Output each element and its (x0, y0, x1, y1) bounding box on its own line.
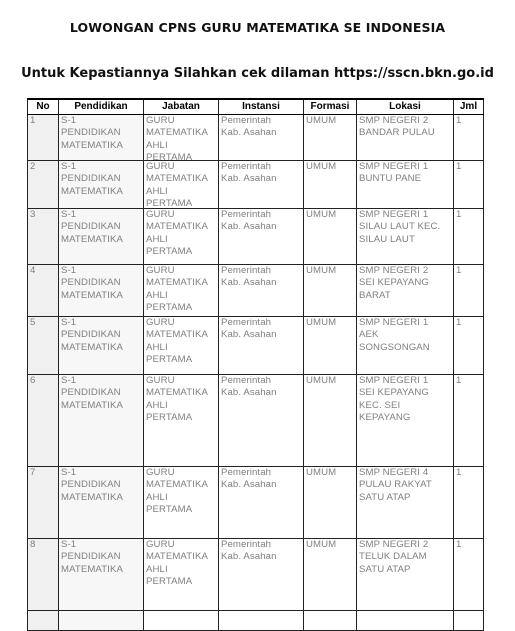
table-row (28, 265, 484, 317)
cell-formasi (304, 467, 357, 539)
cell-no (28, 161, 59, 209)
cell-jabatan (144, 539, 219, 611)
cell-jabatan (144, 467, 219, 539)
cell-jml (454, 611, 484, 631)
cell-lokasi (357, 317, 454, 375)
cell-text: SMP NEGERI 4 PULAU RAKYAT SATU ATAP (359, 467, 432, 503)
cell-text: SMP NEGERI 1 AEK SONGSONGAN (359, 317, 430, 353)
table-row (28, 161, 484, 209)
cell-text: UMUM (306, 317, 337, 328)
cell-lokasi (357, 467, 454, 539)
cell-text: 2 (30, 161, 36, 172)
cell-text: UMUM (306, 375, 337, 386)
cell-jabatan (144, 611, 219, 631)
cell-lokasi (357, 611, 454, 631)
cell-jml (454, 539, 484, 611)
cell-text: SMP NEGERI 1 SILAU LAUT KEC. SILAU LAUT (359, 209, 441, 245)
cell-text: S-1 PENDIDIKAN MATEMATIKA (61, 115, 123, 151)
cell-jml (454, 115, 484, 161)
cell-jabatan (144, 209, 219, 265)
cell-lokasi (357, 209, 454, 265)
cell-lokasi (357, 161, 454, 209)
table-row (28, 115, 484, 161)
cell-text: Pemerintah Kab. Asahan (221, 539, 277, 563)
cell-text: GURU MATEMATIKA AHLI PERTAMA (146, 265, 208, 314)
cell-pendidikan (59, 161, 144, 209)
cell-text: 1 (456, 317, 462, 328)
cell-text: 4 (30, 265, 36, 276)
cell-text: 1 (30, 115, 36, 126)
cell-pendidikan (59, 209, 144, 265)
cell-text: SMP NEGERI 2 TELUK DALAM SATU ATAP (359, 539, 429, 575)
cell-lokasi (357, 265, 454, 317)
cell-text: S-1 PENDIDIKAN MATEMATIKA (61, 265, 123, 301)
cell-no (28, 375, 59, 467)
cell-no (28, 611, 59, 631)
cell-text: UMUM (306, 209, 337, 220)
page-subtitle: Untuk Kepastiannya Silahkan cek dilaman https://sscn.bkn.go.id (21, 66, 494, 81)
cell-jabatan (144, 115, 219, 161)
cell-jml (454, 265, 484, 317)
cell-text: GURU MATEMATIKA AHLI PERTAMA (146, 161, 208, 208)
cell-text: Pemerintah Kab. Asahan (221, 317, 277, 341)
cell-text: SMP NEGERI 1 SEI KEPAYANG KEC. SEI KEPAYANG (359, 375, 429, 424)
cell-text: S-1 PENDIDIKAN MATEMATIKA (61, 317, 123, 353)
cell-lokasi (357, 539, 454, 611)
page-title: LOWONGAN CPNS GURU MATEMATIKA SE INDONESIA (69, 20, 446, 35)
cell-jml (454, 161, 484, 209)
cell-formasi (304, 317, 357, 375)
cell-jabatan (144, 161, 219, 209)
header-lokasi: Lokasi (357, 99, 454, 115)
cell-jml (454, 317, 484, 375)
cell-pendidikan (59, 611, 144, 631)
cell-jabatan (144, 265, 219, 317)
cell-text: 3 (30, 209, 36, 220)
table-row (28, 467, 484, 539)
cell-no (28, 539, 59, 611)
cell-formasi (304, 539, 357, 611)
cell-no (28, 265, 59, 317)
cell-no (28, 115, 59, 161)
cell-pendidikan (59, 539, 144, 611)
cell-text: Pemerintah Kab. Asahan (221, 209, 277, 233)
cell-no (28, 209, 59, 265)
cell-text: 8 (30, 539, 36, 550)
cell-pendidikan (59, 375, 144, 467)
header-jabatan: Jabatan (144, 99, 219, 115)
cell-text: GURU MATEMATIKA AHLI PERTAMA (146, 467, 208, 516)
cell-pendidikan (59, 317, 144, 375)
cell-formasi (304, 611, 357, 631)
cell-instansi (219, 115, 304, 161)
table-row (28, 611, 484, 631)
cell-text: GURU MATEMATIKA AHLI PERTAMA (146, 375, 208, 424)
cell-text: Pemerintah Kab. Asahan (221, 375, 277, 399)
cell-formasi (304, 209, 357, 265)
cell-text: 5 (30, 317, 36, 328)
cell-text: S-1 PENDIDIKAN MATEMATIKA (61, 161, 123, 197)
cell-pendidikan (59, 467, 144, 539)
cell-pendidikan (59, 115, 144, 161)
cell-text: GURU MATEMATIKA AHLI PERTAMA (146, 115, 208, 160)
header-pendidikan: Pendidikan (59, 99, 144, 115)
cell-text: S-1 PENDIDIKAN MATEMATIKA (61, 209, 123, 245)
cell-text: Pemerintah Kab. Asahan (221, 467, 277, 491)
cell-instansi (219, 539, 304, 611)
cell-text: 1 (456, 209, 462, 220)
cell-text: S-1 PENDIDIKAN MATEMATIKA (61, 539, 123, 575)
cell-text: GURU MATEMATIKA AHLI PERTAMA (146, 539, 208, 588)
cell-formasi (304, 265, 357, 317)
cell-text: UMUM (306, 539, 337, 550)
cell-lokasi (357, 115, 454, 161)
cell-jml (454, 209, 484, 265)
cell-text: SMP NEGERI 2 BANDAR PULAU (359, 115, 435, 139)
cell-text: Pemerintah Kab. Asahan (221, 265, 277, 289)
cell-formasi (304, 115, 357, 161)
header-formasi: Formasi (304, 99, 357, 115)
cell-instansi (219, 265, 304, 317)
table-row (28, 317, 484, 375)
cell-text: Pemerintah Kab. Asahan (221, 161, 277, 185)
cell-jml (454, 375, 484, 467)
cell-jml (454, 467, 484, 539)
cell-instansi (219, 611, 304, 631)
header-jml: Jml (454, 99, 484, 115)
cell-text: 1 (456, 161, 462, 172)
cell-text: GURU MATEMATIKA AHLI PERTAMA (146, 317, 208, 366)
cell-text: SMP NEGERI 1 BUNTU PANE (359, 161, 429, 185)
cell-text: Pemerintah Kab. Asahan (221, 115, 277, 139)
cell-text: UMUM (306, 467, 337, 478)
cell-text: 7 (30, 467, 36, 478)
cell-text: 1 (456, 115, 462, 126)
cell-text: UMUM (306, 265, 337, 276)
cell-instansi (219, 317, 304, 375)
cell-instansi (219, 161, 304, 209)
vacancy-table (27, 98, 484, 631)
cell-instansi (219, 467, 304, 539)
cell-pendidikan (59, 265, 144, 317)
table-header-row (28, 99, 484, 115)
cell-text: GURU MATEMATIKA AHLI PERTAMA (146, 209, 208, 258)
cell-instansi (219, 375, 304, 467)
cell-text: 6 (30, 375, 36, 386)
cell-no (28, 317, 59, 375)
header-no: No (28, 99, 59, 115)
cell-text: UMUM (306, 115, 337, 126)
header-instansi: Instansi (219, 99, 304, 115)
table-row (28, 375, 484, 467)
cell-text: 1 (456, 375, 462, 386)
cell-text: S-1 PENDIDIKAN MATEMATIKA (61, 375, 123, 411)
cell-text: S-1 PENDIDIKAN MATEMATIKA (61, 467, 123, 503)
cell-text: 1 (456, 467, 462, 478)
cell-formasi (304, 161, 357, 209)
cell-text: UMUM (306, 161, 337, 172)
cell-formasi (304, 375, 357, 467)
cell-text: 1 (456, 265, 462, 276)
cell-no (28, 467, 59, 539)
table-row (28, 209, 484, 265)
cell-jabatan (144, 375, 219, 467)
cell-text: 1 (456, 539, 462, 550)
cell-text: SMP NEGERI 2 SEI KEPAYANG BARAT (359, 265, 429, 301)
cell-jabatan (144, 317, 219, 375)
cell-lokasi (357, 375, 454, 467)
table-row (28, 539, 484, 611)
cell-instansi (219, 209, 304, 265)
